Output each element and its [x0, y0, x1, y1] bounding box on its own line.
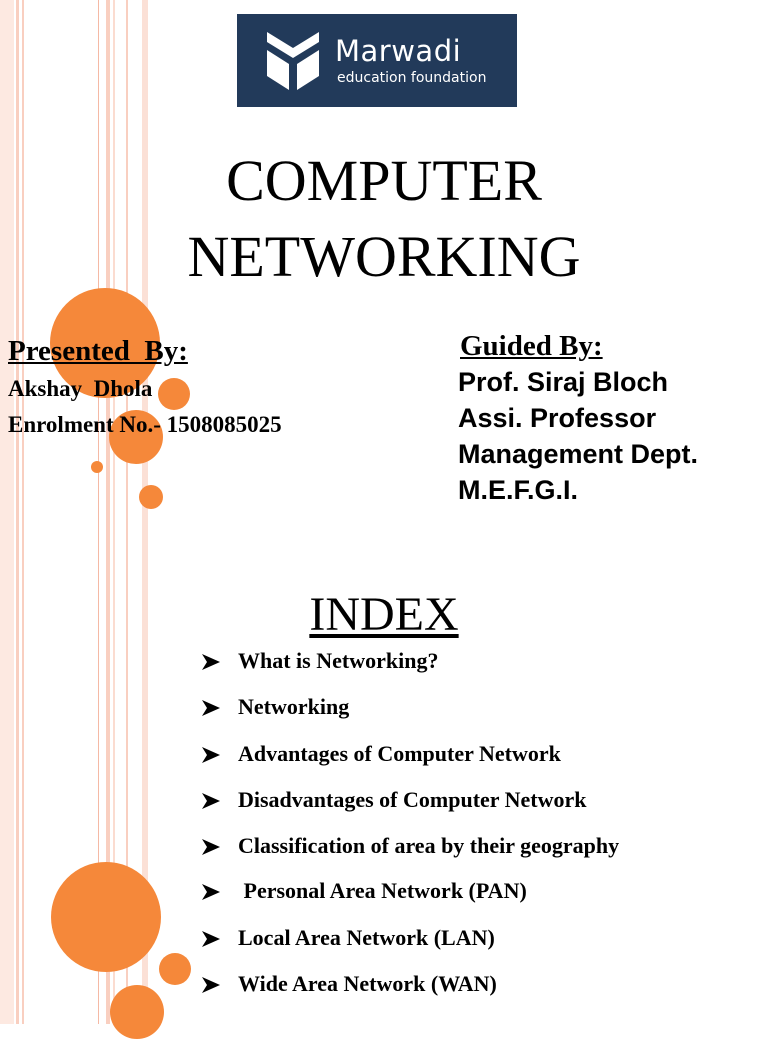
presenter-name: Akshay Dhola — [8, 376, 153, 401]
right-arrow-bullet-icon — [200, 746, 222, 764]
decorative-circle — [91, 461, 103, 473]
guide-designation: Assi. Professor — [458, 403, 657, 433]
index-item-text: Networking — [238, 694, 350, 719]
decorative-circle — [158, 378, 190, 410]
guided-by-heading: Guided By: — [460, 330, 603, 362]
decorative-circle — [159, 953, 191, 985]
guide-institute: M.E.F.G.I. — [458, 475, 579, 505]
right-arrow-bullet-icon — [200, 653, 222, 671]
right-arrow-bullet-icon — [200, 838, 222, 856]
right-arrow-bullet-icon — [200, 792, 222, 810]
index-item-text: Personal Area Network (PAN) — [238, 878, 527, 903]
index-item-text: Classification of area by their geography — [238, 833, 620, 858]
decorative-circle — [51, 862, 161, 972]
index-item-text: Local Area Network (LAN) — [238, 925, 495, 950]
decorative-circle — [139, 485, 163, 509]
right-arrow-bullet-icon — [200, 976, 222, 994]
presented-by-heading: Presented By: — [8, 335, 188, 367]
right-arrow-bullet-icon — [200, 930, 222, 948]
guide-department: Management Dept. — [458, 439, 699, 469]
index-item-text: Wide Area Network (WAN) — [238, 971, 497, 996]
right-arrow-bullet-icon — [200, 883, 222, 901]
logo-name: Marwadi — [335, 34, 462, 68]
presenter-enrolment: Enrolment No.- 1508085025 — [8, 412, 282, 437]
index-item-text: Advantages of Computer Network — [238, 741, 561, 766]
index-item-text: Disadvantages of Computer Network — [238, 787, 587, 812]
page-title-line-2: NETWORKING — [187, 224, 581, 289]
page-title-line-1: COMPUTER — [226, 148, 542, 213]
decorative-circle — [110, 985, 164, 1039]
index-heading: INDEX — [309, 588, 459, 641]
marwadi-emblem-icon — [265, 28, 321, 92]
marwadi-logo — [237, 14, 517, 107]
logo-tagline: education foundation — [337, 70, 487, 86]
guide-name: Prof. Siraj Bloch — [458, 367, 669, 397]
index-item-text: What is Networking? — [238, 648, 439, 673]
right-arrow-bullet-icon — [200, 699, 222, 717]
